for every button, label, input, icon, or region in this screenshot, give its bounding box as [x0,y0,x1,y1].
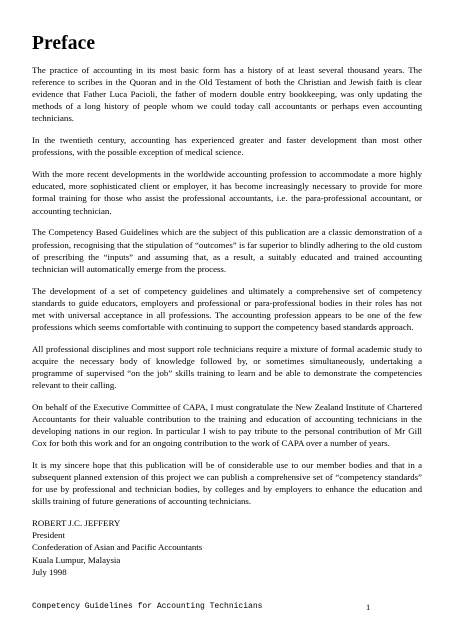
paragraph-history: The practice of accounting in its most basic form has a history of at least several thousand years. The reference to scribes in the Quoran and in the Old Testament of both the Christian and Jewish faith is clear evidence that Father Luca Pacioli, the father of modern double entry bookkeeping, was only updating the methods of a long history of people whom we could today call accountants or perhaps even accounting technicians. [32,65,422,124]
signature-block [32,517,422,577]
paragraph-recent-developments: With the more recent developments in the worldwide accounting profession to accommodate a more highly educated, more sophisticated client or employer, it has become increasingly necessary to provide for more formal training for those who assist the professional accountants, i.e. the para-professional accountant, or accounting technician. [32,169,422,216]
paragraph-closing-hope: It is my sincere hope that this publication will be of considerable use to our member bodies and that in a subsequent planned extension of this project we can publish a comprehensive set of “competency standards” for use by professional and technician bodies, by colleges and by employers to enhance the education and skills training of future generations of accounting technicians. [32,460,422,507]
preface-body [32,64,422,578]
signatory-location: Kuala Lumpur, Malaysia [32,554,121,565]
footer-page-number: 1 [366,602,371,612]
signature-date: July 1998 [32,566,67,577]
signatory-role: President [32,530,65,541]
page-title: Preface [32,33,96,54]
paragraph-twentieth-century: In the twentieth century, accounting has experienced greater and faster development than most other professions, with the possible exception of medical science. [32,135,422,158]
page-footer [32,600,422,614]
paragraph-professional-disciplines: All professional disciplines and most support role technicians require a mixture of formal academic study to acquire the necessary body of knowledge followed by, or sometimes simultaneously, undertaking a programme of supervised “on the job” skills training to learn and be able to demonstrate the competencies relevant to their calling. [32,343,422,391]
footer-running-title: Competency Guidelines for Accounting Technicians [32,602,263,611]
paragraph-acknowledgement: On behalf of the Executive Committee of CAPA, I must congratulate the New Zealand Institute of Chartered Accountants for their valuable contribution to the training and education of accounting technicians in the developing nations in our region. In particular I wish to pay tribute to the personal contribution of Mr Gill Cox for both this work and for an ongoing contribution to the work of CAPA over a number of years. [32,401,422,449]
paragraph-development: The development of a set of competency guidelines and ultimately a comprehensive set of competency standards to guide educators, employers and professional or para-professional bodies in their roles has not met with universal acceptance in all professions. The accounting profession appears to be one of the few professions which seems comfortable with continuing to support the competency based standards approach. [32,285,422,332]
signatory-name: ROBERT J.C. JEFFERY [32,518,121,529]
signatory-organisation: Confederation of Asian and Pacific Accountants [32,542,203,553]
paragraph-competency-guidelines: The Competency Based Guidelines which are the subject of this publication are a classic demonstration of a profession, recognising that the stipulation of “outcomes” is far superior to blindly adhering to the old custom of prescribing the “inputs” and assuming that, as a result, a suitably educated and trained accounting technician will automatically emerge from the process. [32,227,422,274]
